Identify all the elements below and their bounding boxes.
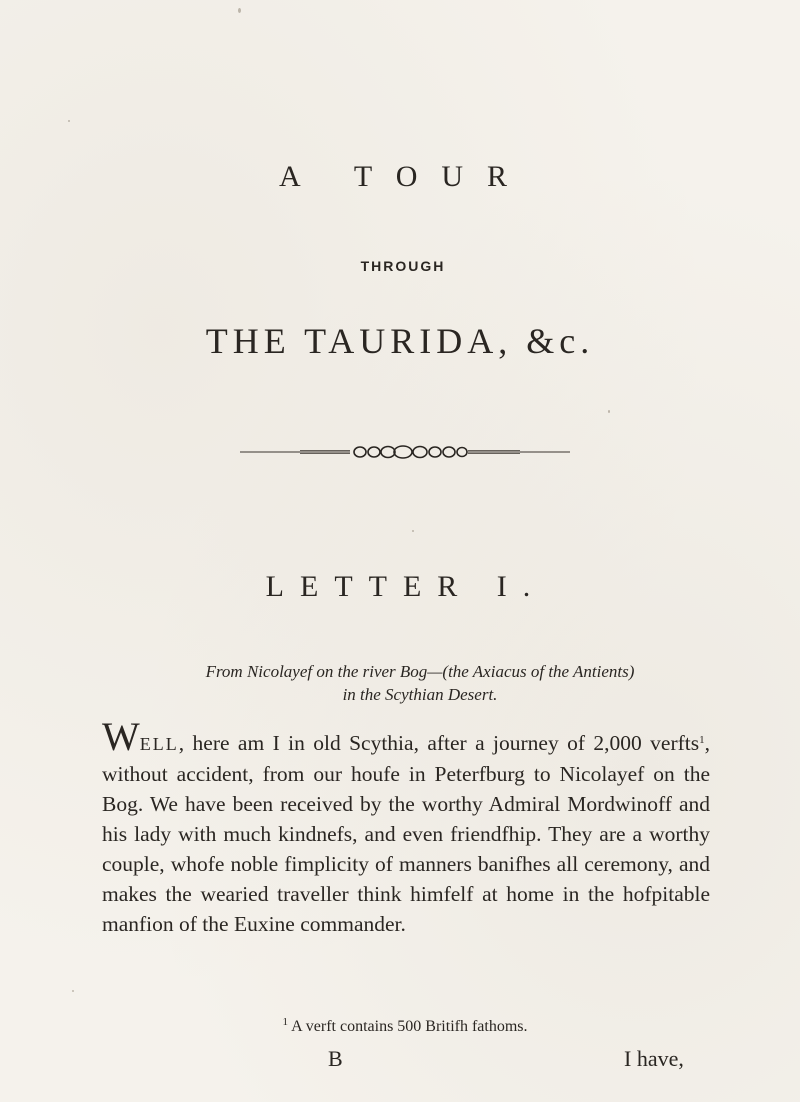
footnote-marker: 1 (282, 1016, 288, 1028)
title-subject: THE TAURIDA, &c. (205, 321, 595, 361)
paper-speck (412, 530, 414, 532)
letter-heading: LETTER I. (265, 570, 547, 603)
decorative-rule-ornament-icon (240, 444, 570, 460)
letter-body (102, 714, 710, 939)
dateline-line-1: From Nicolayef on the river Bog—(the Axiacus of the Antients) (205, 662, 635, 681)
paper-speck (608, 410, 610, 413)
drop-initial: W (102, 714, 140, 759)
footnote-text: A verft contains 500 Britifh fathoms. (287, 1018, 528, 1035)
dateline-line-2: in the Scythian Desert. (342, 685, 498, 704)
paper-speck (238, 8, 241, 13)
footnote-reference: 1 (699, 734, 705, 746)
signature-mark: B (328, 1046, 343, 1071)
footnote (0, 1018, 800, 1036)
title-through: THROUGH (360, 258, 446, 274)
initial-word-rest: ELL (139, 734, 179, 754)
paper-speck (68, 120, 70, 122)
paper-speck (72, 990, 74, 992)
letter-dateline (0, 660, 800, 706)
title-main: A TOUR (278, 160, 532, 193)
body-text-part-1: , here am I in old Scythia, after a journey of 2,000 verfts (178, 731, 700, 755)
catchword: I have, (624, 1046, 684, 1071)
body-text-part-2: , without accident, from our houfe in Peterfburg to Nicolayef on the Bog. We have been received by the worthy Admiral Mordwinoff and his lady with much kindnefs, and even friendfhip. They are a worthy couple, whofe noble fimplicity of manners banifhes all ceremony, and makes the wearied traveller think himfelf at home in the hofpitable manfion of the Euxine commander. (102, 731, 710, 936)
